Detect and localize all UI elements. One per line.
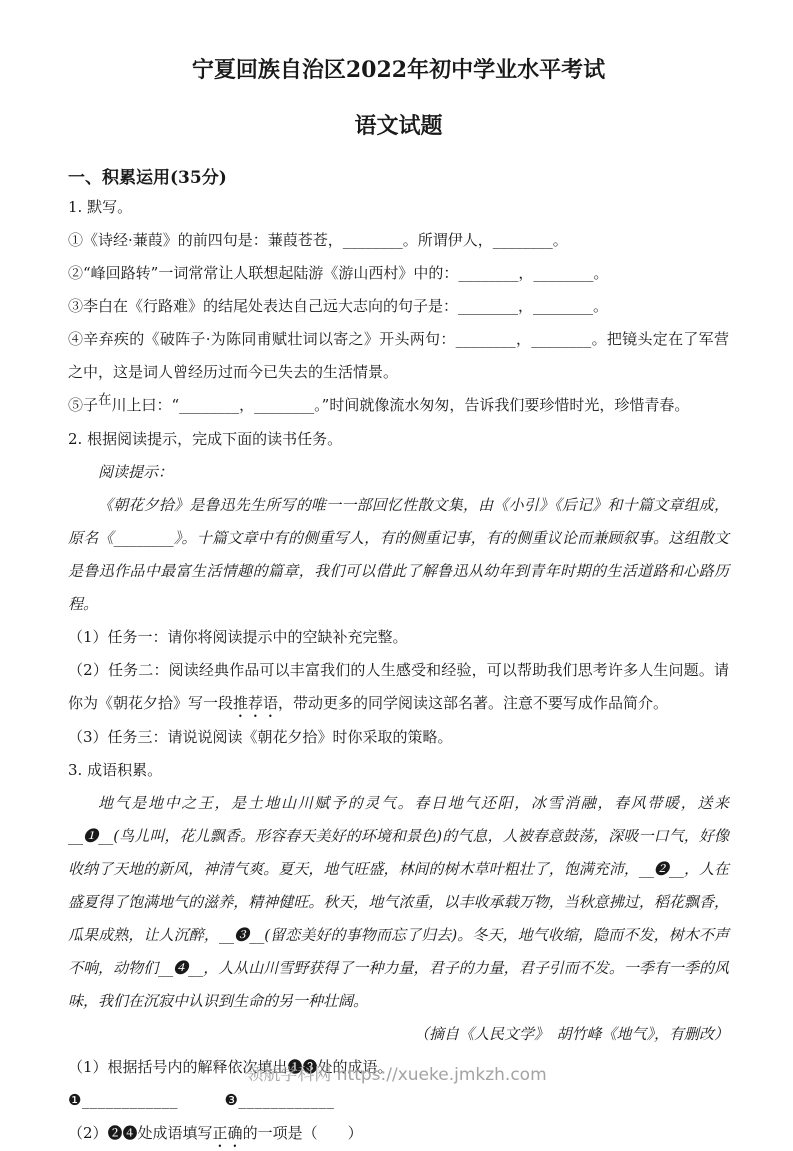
q2-task2-emphasized: 推荐语 bbox=[233, 694, 279, 713]
q3-sub1: （1）根据括号内的解释依次填出❶❸处的成语。 bbox=[68, 1058, 393, 1077]
q1-item5-superscript: 在 bbox=[98, 392, 112, 409]
q2-task2-pre: （2）任务二：阅读经典作品可以丰富我们的人生感受和经验，可以帮助我们思考许多人生问题。请你为《朝花夕拾》写一段 bbox=[68, 661, 729, 713]
q1-item5-pre: ⑤子 bbox=[68, 396, 99, 415]
q3-stem: 3. 成语积累。 bbox=[68, 761, 163, 780]
q3-passage: 地气是地中之王，是土地山川赋予的灵气。春日地气还阳，冰雪消融，春风带暖，送来__❶__(鸟儿叫，花儿飘香。形容春天美好的环境和景色)的气息，人被春意鼓荡，深吸一口气，好像收纳了天地的新风，神清气爽。夏天，地气旺盛，林间的树木草叶粗壮了，饱满充沛，__❷__，人在盛夏得了饱满地气的滋养，精神健旺。秋天，地气浓重，以丰收承载万物，当秋意拂过，稻花飘香，瓜果成熟，让人沉醉，__❸__(留恋美好的事物而忘了归去)。冬天，地气收缩，隐而不发，树木不声不响，动物们__❹__，人从山川雪野获得了一种力量，君子的力量，君子引而不发。一季有一季的风味，我们在沉寂中认识到生命的另一种壮阔。 bbox=[68, 794, 729, 1011]
paper-title-line1: 宁夏回族自治区2022年初中学业水平考试 bbox=[191, 57, 606, 83]
q2-task2-post: ，带动更多的同学阅读这部名著。注意不要写成作品简介。 bbox=[278, 694, 669, 713]
paper-title-line2: 语文试题 bbox=[354, 112, 443, 139]
q2-stem: 2. 根据阅读提示，完成下面的读书任务。 bbox=[68, 430, 343, 449]
section-heading: 一、积累运用(35分) bbox=[68, 168, 227, 189]
watermark bbox=[0, 1060, 793, 1085]
q3-sub2-pre: （2）❷❹处成语填写 bbox=[68, 1124, 213, 1143]
q2-hint-body: 《朝花夕拾》是鲁迅先生所写的唯一一部回忆性散文集，由《小引》《后记》和十篇文章组成，原名《________》。十篇文章中有的侧重写人，有的侧重记事，有的侧重议论而兼顾叙事。这组散文是鲁迅作品中最富生活情趣的篇章，我们可以借此了解鲁迅从幼年到青年时期的生活道路和心路历程。 bbox=[68, 496, 729, 614]
q3-source: （摘自《人民文学》 胡竹峰《地气》，有删改） bbox=[413, 1025, 729, 1044]
q3-sub2-emphasized: 正确 bbox=[212, 1124, 243, 1143]
watermark-text: 领航学科网 https://xueke.jmkzh.com bbox=[246, 1065, 547, 1085]
q3-sub2 bbox=[68, 1117, 729, 1151]
q1-item-4: ④辛弃疾的《破阵子·为陈同甫赋壮词以寄之》开头两句：________，________。把镜头定在了军营之中，这是词人曾经历过而今已失去的生活情景。 bbox=[68, 330, 729, 382]
q1-item-5 bbox=[68, 389, 729, 423]
q1-item5-post: 川上曰：“________，________。”时间就像流水匆匆，告诉我们要珍惜时光，珍惜青春。 bbox=[111, 396, 690, 415]
q2-task-2 bbox=[68, 654, 729, 721]
q2-task-3: （3）任务三：请说说阅读《朝花夕拾》时你采取的策略。 bbox=[68, 728, 453, 747]
q1-item-1: ①《诗经·蒹葭》的前四句是：蒹葭苍苍，________。所谓伊人，________。 bbox=[68, 231, 568, 250]
q1-item-3: ③李白在《行路难》的结尾处表达自己远大志向的句子是：________，________。 bbox=[68, 297, 609, 316]
q2-hint-label: 阅读提示： bbox=[98, 463, 174, 482]
q1-stem: 1. 默写。 bbox=[68, 198, 133, 217]
q2-task-1: （1）任务一：请你将阅读提示中的空缺补充完整。 bbox=[68, 628, 408, 647]
q1-item-2: ②“峰回路转”一词常常让人联想起陆游《游山西村》中的：________，________。 bbox=[68, 264, 609, 283]
q3-sub2-post: 的一项是（ ） bbox=[242, 1124, 363, 1143]
q3-answer-blanks: ❶____________ ❸____________ bbox=[68, 1091, 335, 1110]
